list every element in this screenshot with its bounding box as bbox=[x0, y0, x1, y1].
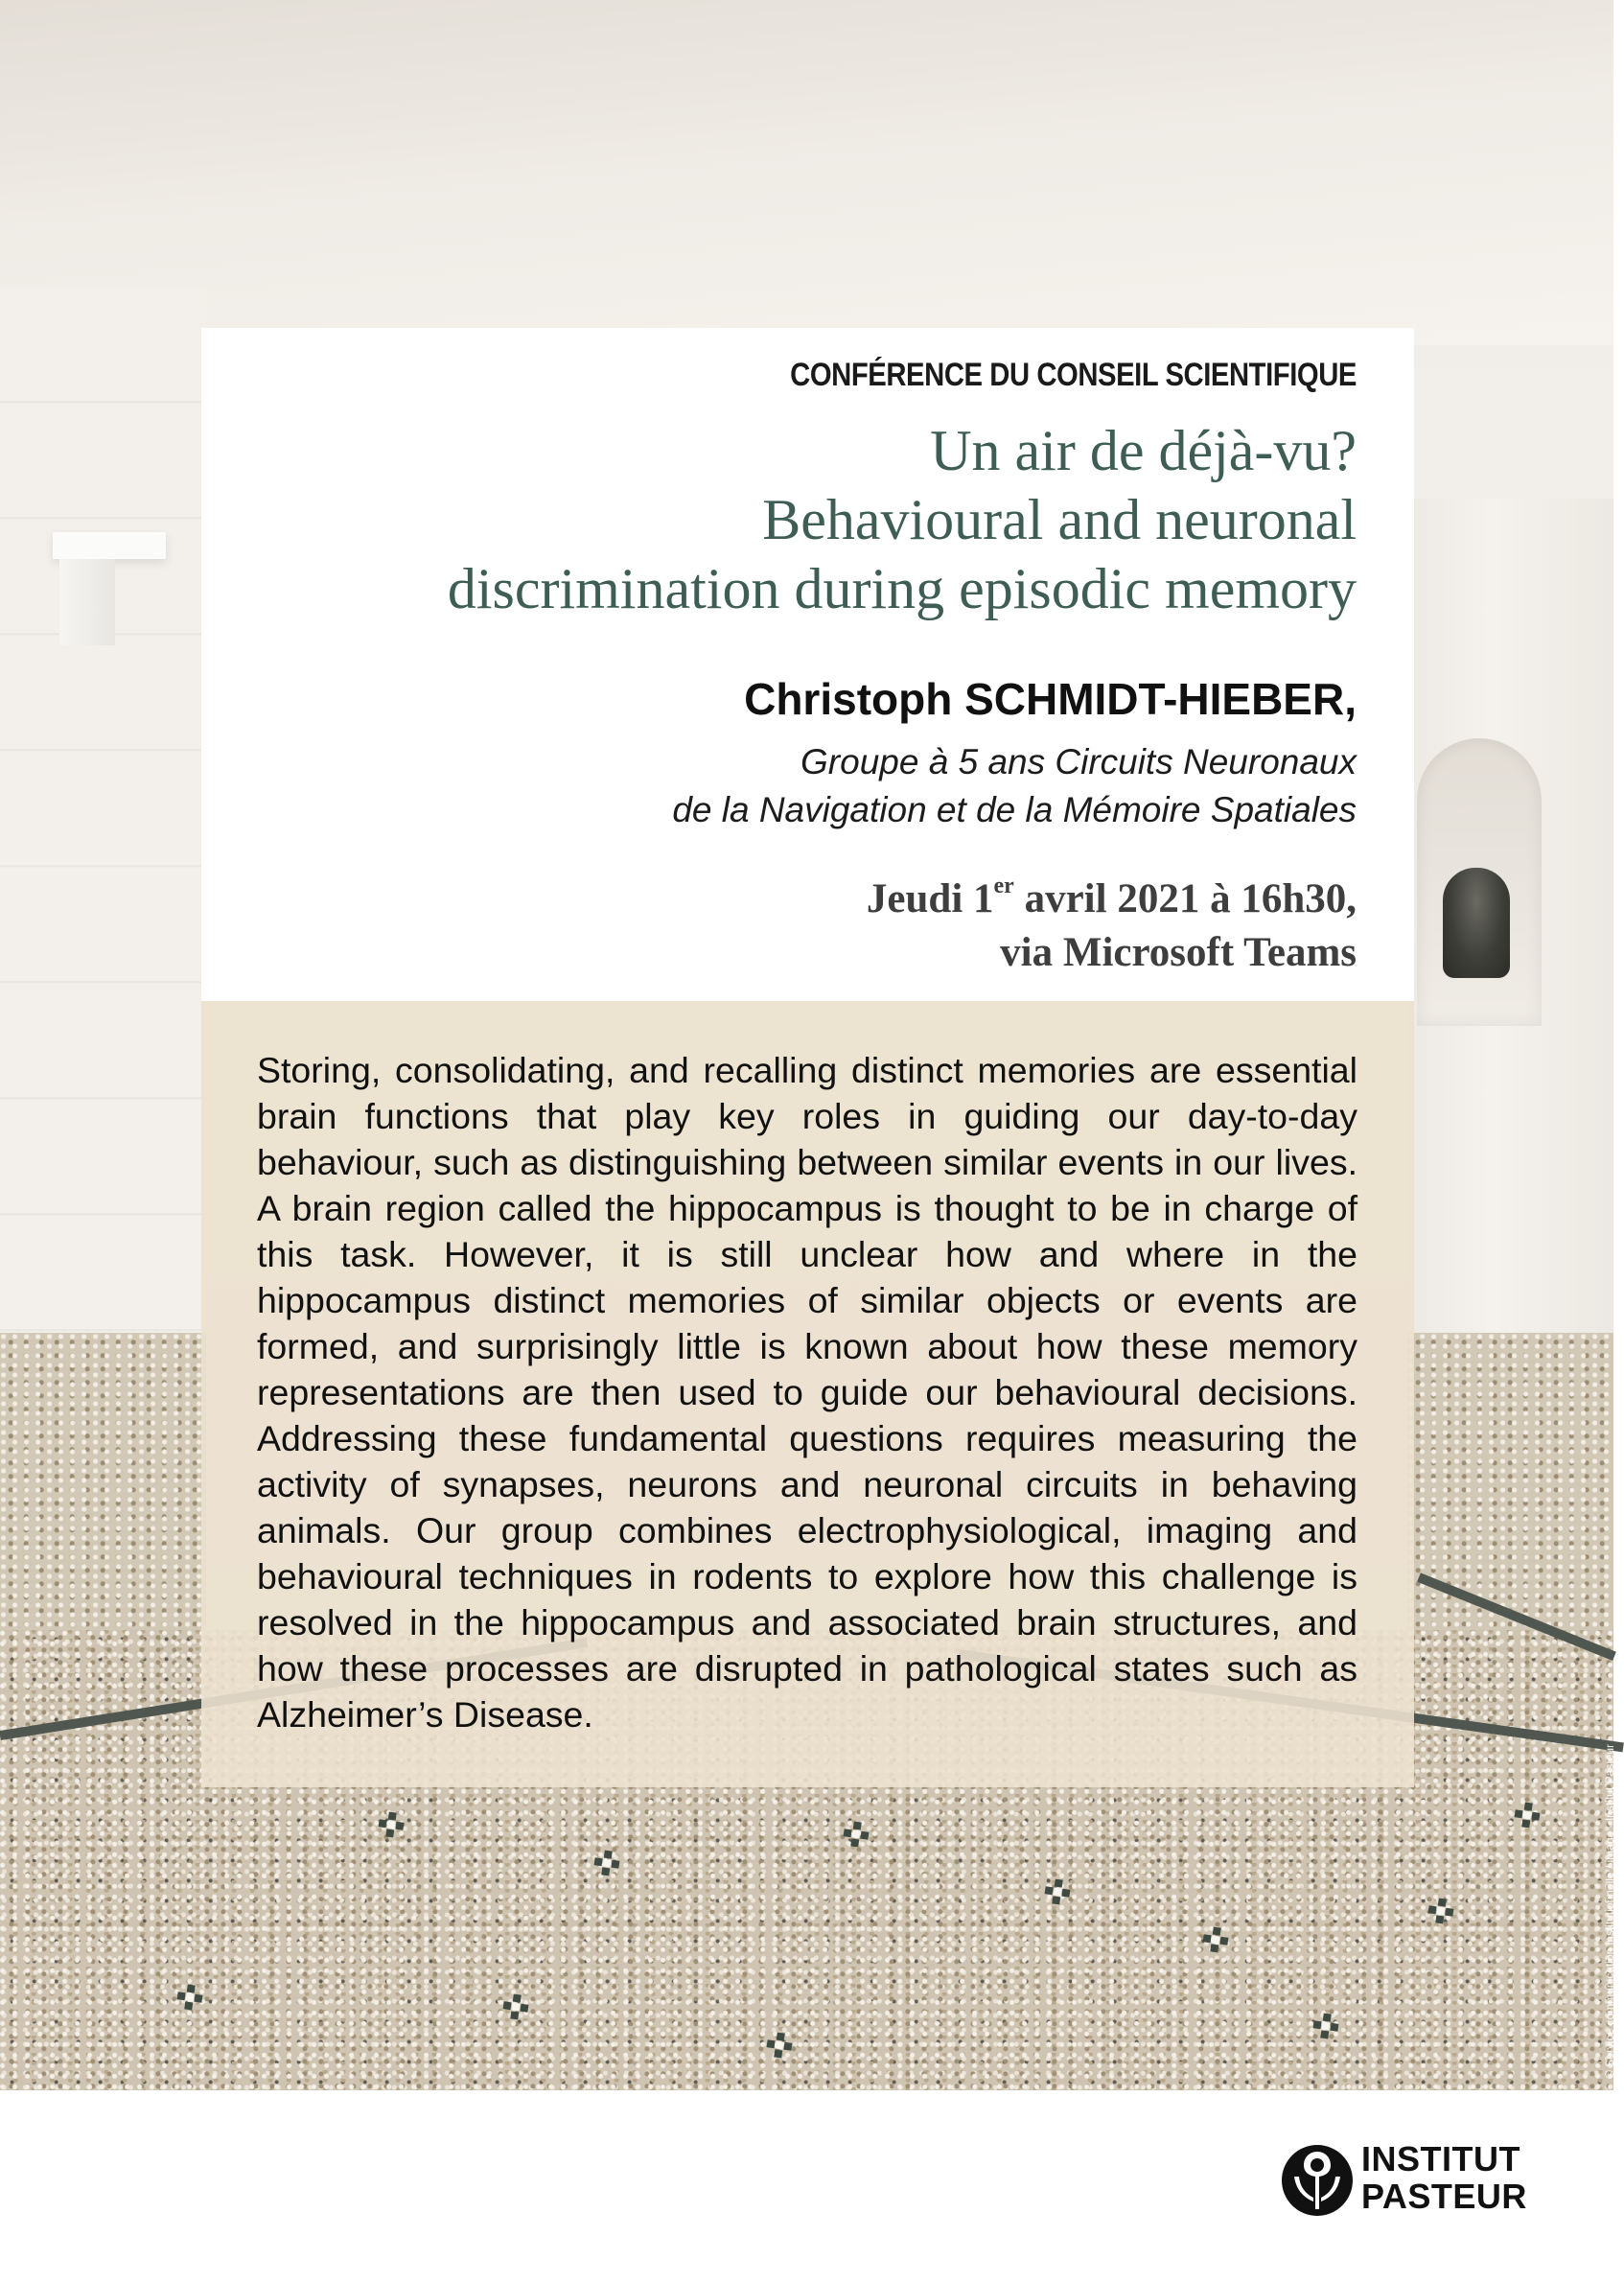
conference-header-card bbox=[201, 328, 1414, 1001]
floor-tile-motif bbox=[592, 1849, 620, 1876]
talk-title-line: discrimination during episodic memory bbox=[447, 557, 1357, 620]
mosaic-floor-right bbox=[1407, 1333, 1613, 1640]
abstract-panel bbox=[201, 1001, 1414, 1787]
event-venue: via Microsoft Teams bbox=[1000, 930, 1357, 975]
floor-tile-motif bbox=[1513, 1801, 1541, 1829]
institut-pasteur-logo-mark bbox=[1281, 2144, 1354, 2217]
floor-tile-motif bbox=[765, 2031, 793, 2059]
talk-title bbox=[254, 416, 1357, 623]
affiliation-line: de la Navigation et de la Mémoire Spatiales bbox=[672, 790, 1357, 829]
mosaic-floor-left bbox=[0, 1333, 206, 1640]
date-rest: avril 2021 à 16h30, bbox=[1013, 876, 1357, 921]
speaker-affiliation bbox=[254, 738, 1357, 834]
date-line bbox=[254, 873, 1357, 926]
floor-tile-motif bbox=[1043, 1877, 1071, 1905]
speaker-name: Christoph SCHMIDT-HIEBER, bbox=[744, 674, 1357, 724]
talk-title-line: Un air de déjà-vu? bbox=[930, 419, 1357, 482]
floor-tile-motif bbox=[1427, 1897, 1454, 1924]
floor-tile-motif bbox=[175, 1983, 203, 2011]
floor-tile-motif bbox=[1311, 2012, 1339, 2039]
logo-line: PASTEUR bbox=[1361, 2177, 1527, 2216]
logo-wordmark bbox=[1361, 2140, 1527, 2215]
floor-tile-motif bbox=[842, 1820, 870, 1848]
institut-pasteur-logo bbox=[1281, 2138, 1549, 2225]
wall-lamp bbox=[53, 532, 166, 559]
date-ordinal: er bbox=[993, 874, 1014, 898]
wall-lamp-bracket bbox=[59, 559, 115, 645]
logo-line: INSTITUT bbox=[1361, 2139, 1520, 2178]
ceiling bbox=[0, 0, 1613, 345]
floor-tile-motif bbox=[501, 1992, 529, 2020]
bust-sculpture bbox=[1443, 868, 1510, 978]
talk-title-line: Behavioural and neuronal bbox=[762, 488, 1357, 551]
affiliation-line: Groupe à 5 ans Circuits Neuronaux bbox=[800, 742, 1357, 781]
abstract-text: Storing, consolidating, and recalling distinct memories are essential brain functions that play key roles in guiding our day-to-day behaviour, such as distinguishing between similar events in our lives. A brain region called the hippocampus is thought to be in charge of this task. However, it is still unclear how and where in the hippocampus distinct memories of similar objects or events are formed, and surprisingly little is known about how these memory representations are then used to guide our behavioural decisions. Addressing these fundamental questions requires measuring the activity of synapses, neurons and neuronal circuits in behaving animals. Our group combines electrophysiological, imaging and behavioural techniques in rodents to explore how this challenge is resolved in the hippocampus and associated brain structures, and how these processes are disrupted in pathological states such as Alzheimer’s Disease. bbox=[257, 1050, 1357, 1735]
floor-tile-motif bbox=[377, 1810, 405, 1838]
event-date bbox=[254, 873, 1357, 980]
date-day: Jeudi 1 bbox=[866, 876, 994, 921]
floor-tile-motif bbox=[1201, 1925, 1229, 1953]
photo-credit: © Service communication institutionnelle / image - Institut Pasteur bbox=[1603, 1744, 1616, 2079]
series-label: CONFÉRENCE DU CONSEIL SCIENTIFIQUE bbox=[790, 357, 1357, 393]
